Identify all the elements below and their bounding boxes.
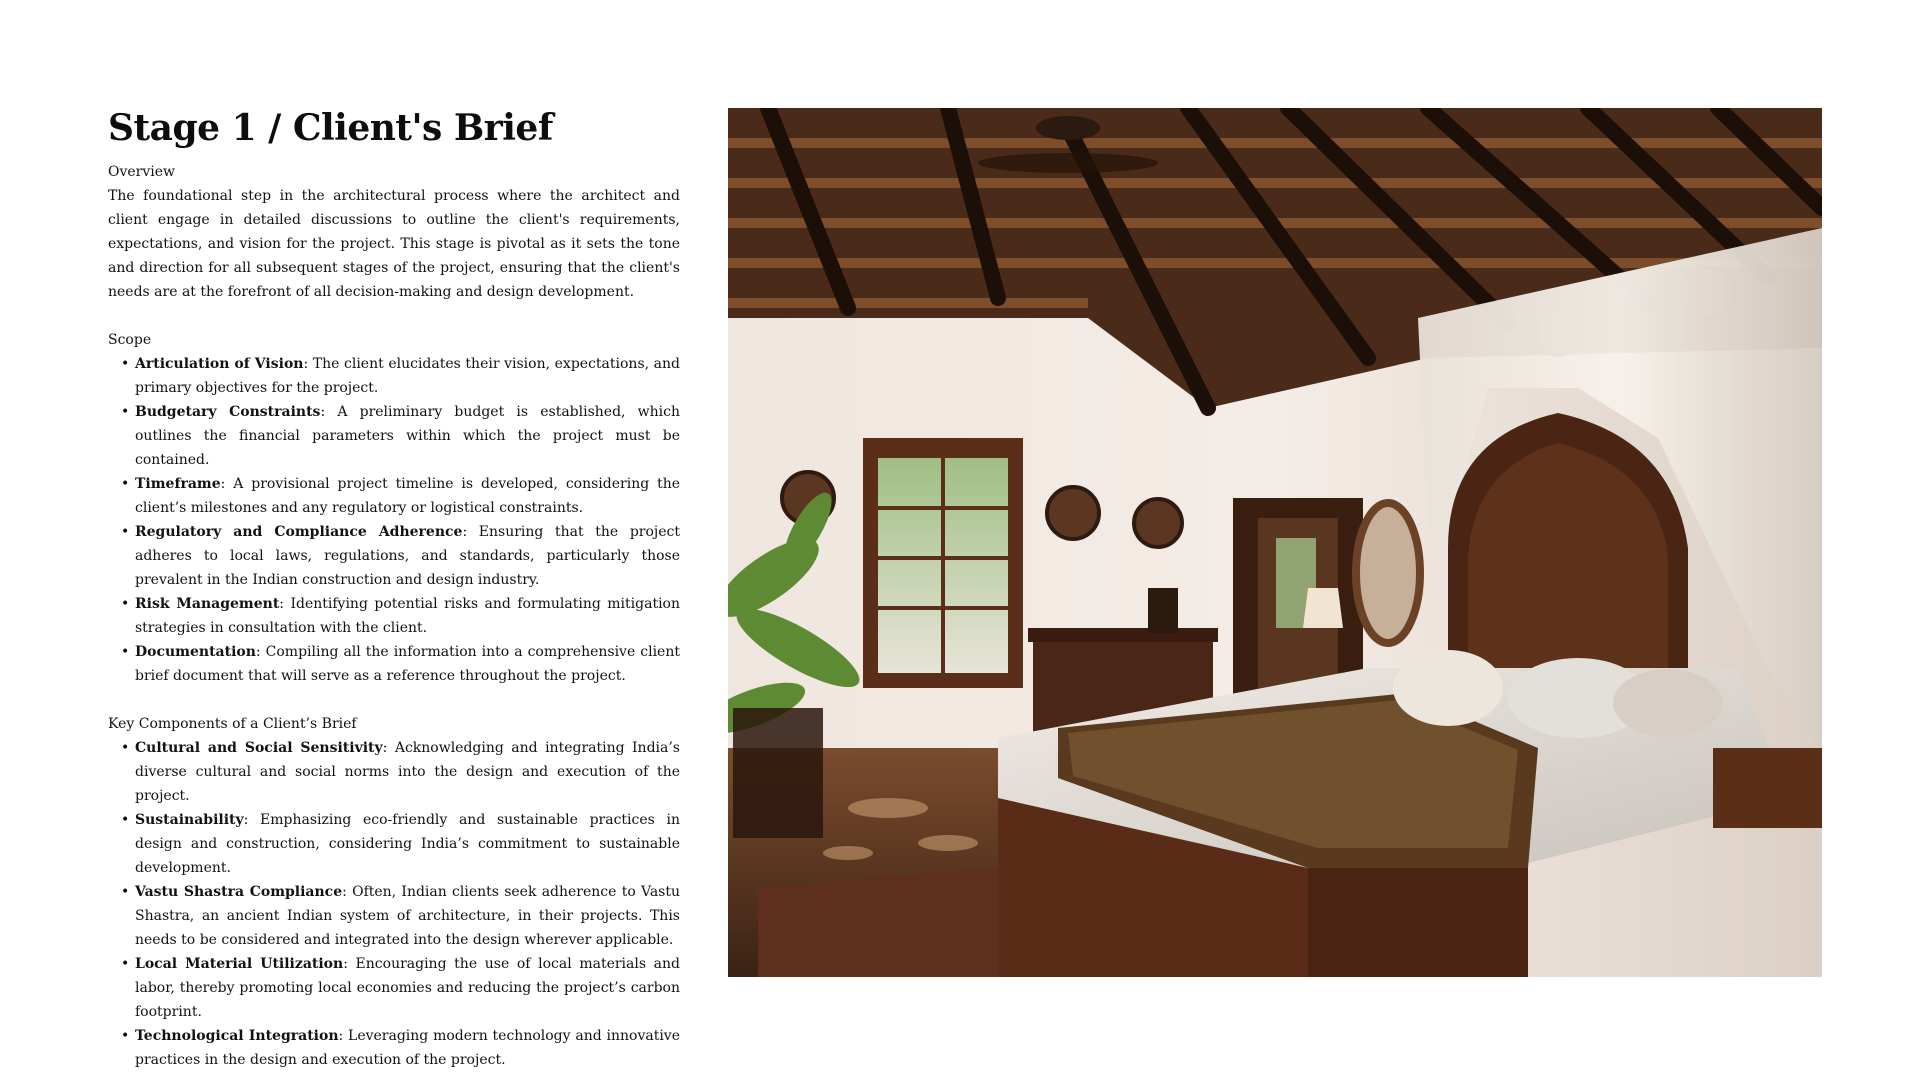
item-text: : Often, Indian clients seek adherence to Vastu Shastra, an ancient Indian system of architecture, in their projects. This needs to be considered and integrated into the design wherever applicable.: [135, 884, 681, 948]
list-item: [135, 880, 680, 952]
list-item: [135, 352, 680, 400]
list-item: [135, 1024, 680, 1072]
list-item: [135, 640, 680, 688]
page-title: Stage 1 / Client's Brief: [108, 107, 553, 149]
list-item: [135, 808, 680, 880]
text-column: [108, 104, 680, 1072]
item-term: Timeframe: [135, 476, 221, 492]
item-text: : Compiling all the information into a comprehensive client brief document that will serve as a reference throughout the project.: [135, 644, 680, 684]
components-list: [108, 736, 680, 1072]
item-text: : Emphasizing eco-friendly and sustainable practices in design and construction, considering India’s commitment to sustainable development.: [135, 812, 680, 876]
item-text: : Encouraging the use of local materials and labor, thereby promoting local economies and reducing the project’s carbon footprint.: [135, 956, 680, 1020]
item-term: Budgetary Constraints: [135, 404, 321, 420]
item-text: : Acknowledging and integrating India’s diverse cultural and social norms into the design and execution of the project.: [135, 740, 680, 804]
list-item: [135, 472, 680, 520]
item-term: Articulation of Vision: [135, 356, 304, 372]
item-term: Vastu Shastra Compliance: [135, 884, 343, 900]
list-item: [135, 736, 680, 808]
spacer: [108, 304, 680, 328]
item-text: : A preliminary budget is established, which outlines the financial parameters within which the project must be contained.: [135, 404, 680, 468]
item-term: Local Material Utilization: [135, 956, 344, 972]
item-term: Risk Management: [135, 596, 280, 612]
item-term: Cultural and Social Sensitivity: [135, 740, 383, 756]
item-text: : Ensuring that the project adheres to local laws, regulations, and standards, particularly those prevalent in the Indian construction and design industry.: [135, 524, 680, 588]
scope-list: [108, 352, 680, 688]
spacer: [108, 688, 680, 712]
item-text: : The client elucidates their vision, expectations, and primary objectives for the project.: [135, 356, 680, 396]
overview-heading: Overview: [108, 164, 176, 180]
list-item: [135, 400, 680, 472]
item-text: : Identifying potential risks and formulating mitigation strategies in consultation with the client.: [135, 596, 680, 636]
item-term: Sustainability: [135, 812, 244, 828]
item-term: Technological Integration: [135, 1028, 339, 1044]
item-text: : Leveraging modern technology and innovative practices in the design and execution of the project.: [135, 1028, 680, 1068]
bedroom-photo: [728, 108, 1822, 977]
list-item: [135, 592, 680, 640]
list-item: [135, 952, 680, 1024]
scope-heading: Scope: [108, 332, 152, 348]
item-term: Documentation: [135, 644, 256, 660]
item-term: Regulatory and Compliance Adherence: [135, 524, 463, 540]
components-heading: Key Components of a Client’s Brief: [108, 716, 357, 732]
item-text: : A provisional project timeline is developed, considering the client’s milestones and any regulatory or logistical constraints.: [135, 476, 680, 516]
overview-paragraph: The foundational step in the architectural process where the architect and client engage in detailed discussions to outline the client's requirements, expectations, and vision for the project. This stage is pivotal as it sets the tone and direction for all subsequent stages of the project, ensuring that the client's needs are at the forefront of all decision-making and design development.: [108, 188, 680, 300]
list-item: [135, 520, 680, 592]
